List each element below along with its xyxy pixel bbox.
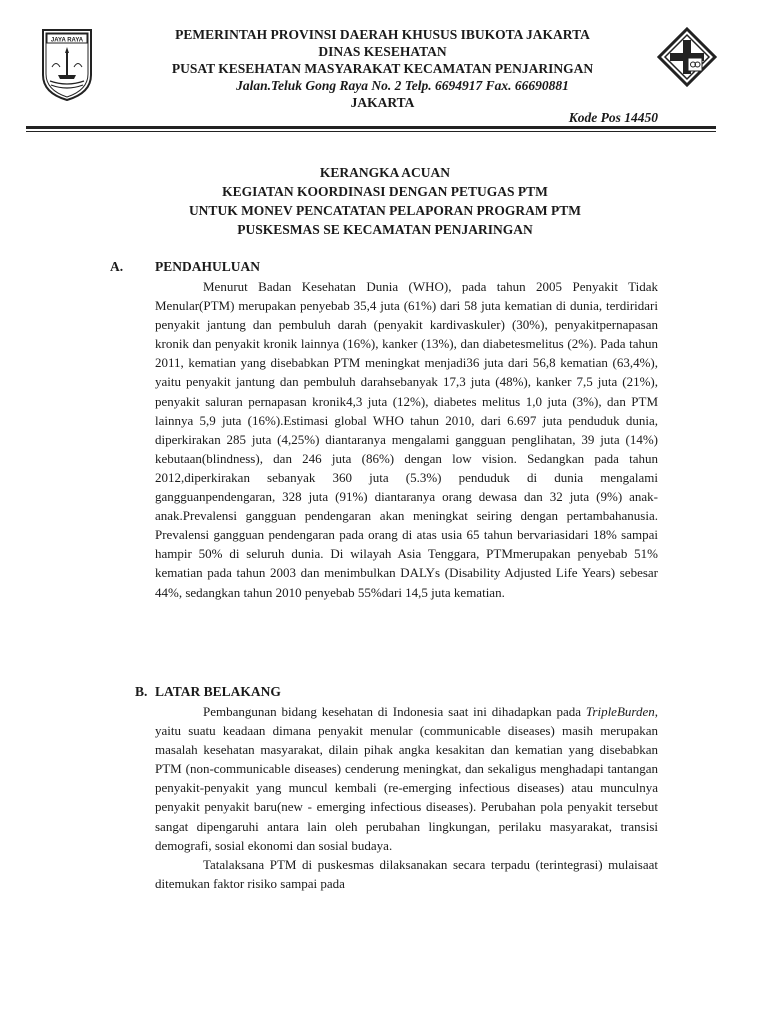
section-a-paragraph: Menurut Badan Kesehatan Dunia (WHO), pada tahun 2005 Penyakit Tidak Menular(PTM) merupakan penyebab 35,4 juta (61%) dari 58 juta kematian di dunia, terdiridari penyakit jantung dan pembuluh darah (penyakit kardivaskuler) (30%), penyakitpernapasan kronik dan penyakit kronik lainnya (16%), kanker (13%), dan diabetesmelitus (2%). Pada tahun 2011, kematian yang disebabkan PTM meningkat menjadi36 juta dari 56,8 kematian (63,4%), yaitu penyakit jantung dan pembuluh darahsebanyak 17,3 juta (48%), kanker 7,5 juta (21%), penyakit saluran pernapasan kronik4,3 juta (12%), diabetes melitus 1,0 juta (3%), dan PTM lainnya 5,9 juta (16%).Estimasi global WHO tahun 2010, dari 6.697 juta penduduk dunia, diperkirakan 285 juta (4,25%) diantaranya mengalami gangguan penglihatan, 39 juta (14%) kebutaan(blindness), dan 246 juta (86%) dengan low vision. Sedangkan pada tahun 2012,diperkirakan sebanyak 360 juta (5.3%) penduduk di dunia mengalami gangguanpendengaran, 328 juta (91%) diantaranya orang dewasa dan 32 juta (9%) anak-anak.Prevalensi gangguan pendengaran akan meningkat seiring dengan pertambahanusia. Prevalensi gangguan pendengaran pada orang di atas usia 65 tahun bervariasidari 18% sampai hampir 50% di seluruh dunia. Di wilayah Asia Tenggara, PTMmerupakan penyebab 51% kematian pada tahun 2003 dan menimbulkan DALYs (Disability Adjusted Life Years) sebesar 44%, sedangkan tahun 2010 penyebab 55%dari 14,5 juta kematian.: [155, 279, 658, 600]
letterhead-city: JAKARTA: [350, 95, 415, 110]
jakarta-crest-logo: [40, 27, 94, 102]
letterhead-province: PEMERINTAH PROVINSI DAERAH KHUSUS IBUKOTA JAKARTA: [175, 27, 590, 42]
triple-burden-term: TripleBurden: [585, 704, 655, 719]
title-line: UNTUK MONEV PENCATATAN PELAPORAN PROGRAM PTM: [188, 203, 582, 218]
crest-motto: JAYA RAYA: [50, 37, 84, 44]
letterhead-office: DINAS KESEHATAN: [318, 44, 447, 59]
section-a-body: [155, 277, 658, 602]
section-a-letter: A.: [110, 259, 124, 274]
title-line: KEGIATAN KOORDINASI DENGAN PETUGAS PTM: [222, 184, 548, 199]
puskesmas-emblem-logo: [657, 27, 717, 87]
document-title: [100, 163, 670, 239]
postal-code: Kode Pos 14450: [568, 110, 658, 125]
section-b-paragraph-1: Pembangunan bidang kesehatan di Indonesia saat ini dihadapkan pada TripleBurden, yaitu suatu keadaan dimana penyakit menular (communicable diseases) masih merupakan masalah kesehatan masyarakat, dilain pihak angka kesakitan dan kematian yang disebabkan PTM (non-communicable diseases) cenderung meningkat, dan sekaligus menghadapi tantangan penyakit-penyakit yang muncul kembali (re-emerging infectious diseases) atau munculnya penyakit penyakit baru(new - emerging infectious diseases). Perubahan pola penyakit tersebut sangat dipengaruhi antara lain oleh perubahan lingkungan, perilaku masyarakat, transisi demografi, sosial ekonomi dan sosial budaya.: [155, 704, 658, 853]
letterhead: [110, 26, 655, 111]
letterhead-address: Jalan.Teluk Gong Raya No. 2 Telp. 6694917 Fax. 66690881: [236, 78, 569, 93]
letterhead-rule-thin: [26, 131, 716, 132]
section-b-body: [155, 702, 658, 893]
letterhead-rule-thick: [26, 126, 716, 129]
section-a-heading: PENDAHULUAN: [155, 259, 261, 274]
title-line: KERANGKA ACUAN: [319, 165, 451, 180]
section-b-paragraph-2: Tatalaksana PTM di puskesmas dilaksanakan secara terpadu (terintegrasi) mulaisaat ditemukan faktor risiko sampai pada: [155, 856, 658, 891]
section-b-heading: LATAR BELAKANG: [155, 684, 281, 699]
letterhead-puskesmas: PUSAT KESEHATAN MASYARAKAT KECAMATAN PENJARINGAN: [171, 61, 594, 76]
section-b-letter: B.: [135, 684, 148, 699]
title-line: PUSKESMAS SE KECAMATAN PENJARINGAN: [237, 222, 533, 237]
